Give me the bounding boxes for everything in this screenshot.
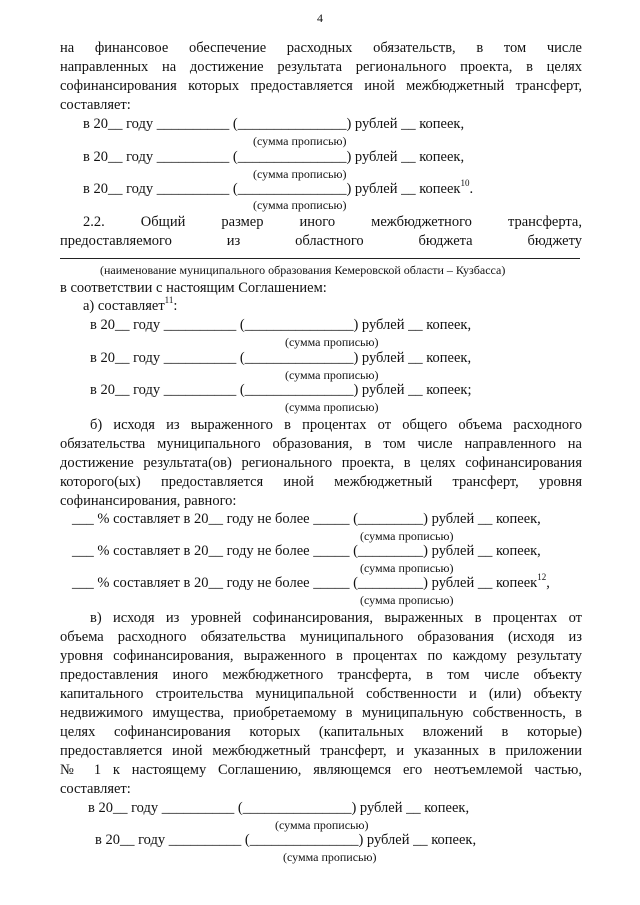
sum-caption: (сумма прописью)	[283, 850, 377, 864]
footnote-ref[interactable]: 11	[164, 295, 174, 306]
sum-caption: (сумма прописью)	[253, 167, 347, 181]
subitem-a-text: а) составляет	[83, 298, 165, 314]
paragraph-line: на финансовое обеспечение расходных обязательств, в том числе	[60, 40, 582, 56]
paragraph-line: предоставления иного межбюджетного трансферта, в том числе объекту	[60, 667, 582, 683]
paragraph-line: предоставляется иной межбюджетный трансферт, и указанных в приложении	[60, 743, 582, 759]
section-2-2-line: 2.2. Общий размер иного межбюджетного трансферта,	[83, 214, 582, 230]
sum-caption: (сумма прописью)	[285, 400, 379, 414]
paragraph-line: обязательства муниципального образования, в том числе направленного на	[60, 436, 582, 452]
paragraph-line: направленных на достижение результата регионального проекта, в целях	[60, 59, 582, 75]
page-number: 4	[317, 11, 323, 25]
paragraph-line: объема расходного обязательства муниципального образования (исходя из	[60, 629, 582, 645]
paragraph-line: б) исходя из выраженного в процентах от общего объема расходного	[90, 417, 582, 433]
amount-line: в 20__ году __________ (_______________) рублей __ копеек,	[90, 317, 472, 333]
sum-caption: (сумма прописью)	[275, 818, 369, 832]
sum-caption: (сумма прописью)	[285, 335, 379, 349]
subitem-a-label	[83, 295, 605, 316]
percent-text: ___ % составляет в 20__ году не более _____ (_________) рублей __ копеек	[72, 575, 538, 591]
paragraph-line: составляет:	[60, 781, 131, 797]
percent-tail: ,	[546, 575, 550, 591]
sum-caption: (сумма прописью)	[360, 529, 454, 543]
sum-caption: (сумма прописью)	[360, 593, 454, 607]
amount-line: в 20__ году __________ (_______________) рублей __ копеек,	[90, 350, 472, 366]
sum-caption: (сумма прописью)	[253, 198, 347, 212]
paragraph-line: в соответствии с настоящим Соглашением:	[60, 280, 327, 296]
sum-caption: (сумма прописью)	[253, 134, 347, 148]
fill-in-line	[60, 258, 580, 259]
paragraph-line: недвижимого имущества, приобретаемому в муниципальную собственность, в	[60, 705, 582, 721]
paragraph-line: софинансирования которых предоставляется иной межбюджетный трансферт,	[60, 78, 582, 94]
paragraph-line: софинансирования, равного:	[60, 493, 237, 509]
sum-caption: (сумма прописью)	[360, 561, 454, 575]
paragraph-line: целях софинансирования которых (капитальных вложений в которые)	[60, 724, 582, 740]
amount-line: в 20__ году __________ (_______________) рублей __ копеек,	[88, 800, 470, 816]
paragraph-line: составляет:	[60, 97, 131, 113]
footnote-ref[interactable]: 12	[537, 572, 547, 583]
paragraph-line: достижение результата(ов) регионального проекта, в целях софинансирования	[60, 455, 582, 471]
sum-caption: (сумма прописью)	[285, 368, 379, 382]
paragraph-line: № 1 к настоящему Соглашению, являющемся его неотъемлемой частью,	[60, 762, 582, 778]
amount-line: в 20__ году __________ (_______________) рублей __ копеек;	[90, 382, 472, 398]
paragraph-line: в) исходя из уровней софинансирования, выраженных в процентах от	[90, 610, 582, 626]
subitem-a-tail: :	[173, 298, 178, 314]
paragraph-line: капитального строительства муниципальной собственности и (или) объекту	[60, 686, 582, 702]
paragraph-line: которого(ых) предоставляется иной межбюджетный трансферт, уровня	[60, 474, 582, 490]
amount-line: в 20__ году __________ (_______________) рублей __ копеек,	[83, 149, 465, 165]
amount-line	[83, 178, 605, 199]
percent-line: ___ % составляет в 20__ году не более _____ (_________) рублей __ копеек,	[72, 543, 541, 559]
amount-text: в 20__ году __________ (_______________) рублей __ копеек	[83, 181, 461, 197]
paragraph-line: уровня софинансирования, выраженного в процентах по каждому результату	[60, 648, 582, 664]
amount-tail: .	[469, 181, 474, 197]
percent-line: ___ % составляет в 20__ году не более _____ (_________) рублей __ копеек,	[72, 511, 541, 527]
amount-line: в 20__ году __________ (_______________) рублей __ копеек,	[95, 832, 477, 848]
section-2-2-line: предоставляемого из областного бюджета бюджету	[60, 233, 582, 249]
amount-line: в 20__ году __________ (_______________) рублей __ копеек,	[83, 116, 465, 132]
footnote-ref[interactable]: 10	[460, 178, 470, 189]
percent-line	[72, 572, 594, 593]
municipality-caption: (наименование муниципального образования Кемеровской области – Кузбасса)	[100, 263, 506, 277]
